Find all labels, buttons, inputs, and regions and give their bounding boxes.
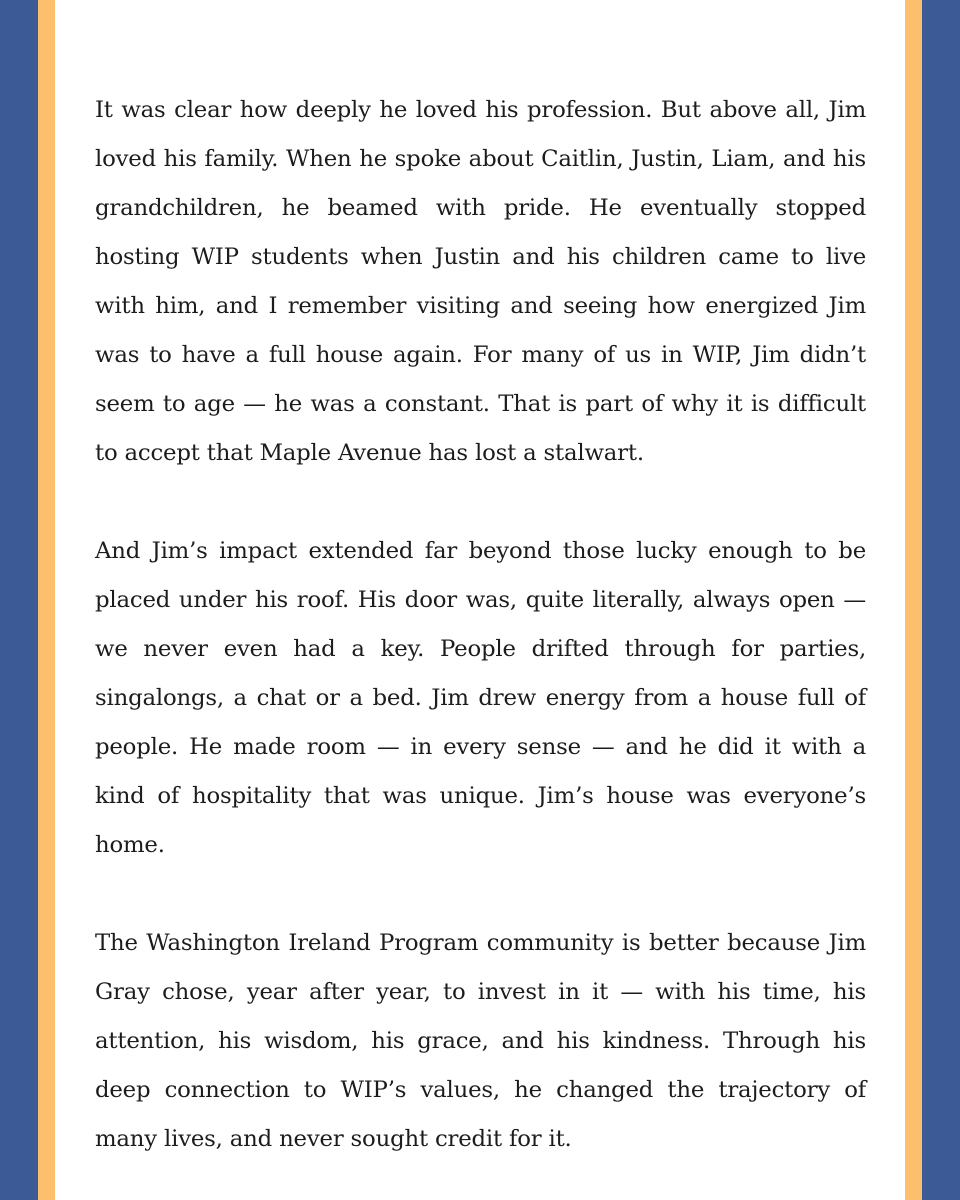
left-outer-border [0, 0, 38, 1200]
right-inner-border [905, 0, 922, 1200]
article-body [95, 86, 866, 1164]
paragraph-family: It was clear how deeply he loved his profession. But above all, Jim loved his family. When he spoke about Caitlin, Justin, Liam, and his grandchildren, he beamed with pride. He eventually stopped hosting WIP students when Justin and his children came to live with him, and I remember visiting and seeing how energized Jim was to have a full house again. For many of us in WIP, Jim didn’t seem to age — he was a constant. That is part of why it is difficult to accept that Maple Avenue has lost a stalwart. [95, 97, 866, 466]
left-inner-border [38, 0, 55, 1200]
right-outer-border [922, 0, 960, 1200]
paragraph-community: The Washington Ireland Program community is better because Jim Gray chose, year after year, to invest in it — with his time, his attention, his wisdom, his grace, and his kindness. Through his deep connection to WIP’s values, he changed the trajectory of many lives, and never sought credit for it. [95, 930, 866, 1152]
page [55, 0, 905, 1200]
paragraph-impact: And Jim’s impact extended far beyond those lucky enough to be placed under his roof. His door was, quite literally, always open — we never even had a key. People drifted through for parties, singalongs, a chat or a bed. Jim drew energy from a house full of people. He made room — in every sense — and he did it with a kind of hospitality that was unique. Jim’s house was everyone’s home. [95, 538, 866, 858]
